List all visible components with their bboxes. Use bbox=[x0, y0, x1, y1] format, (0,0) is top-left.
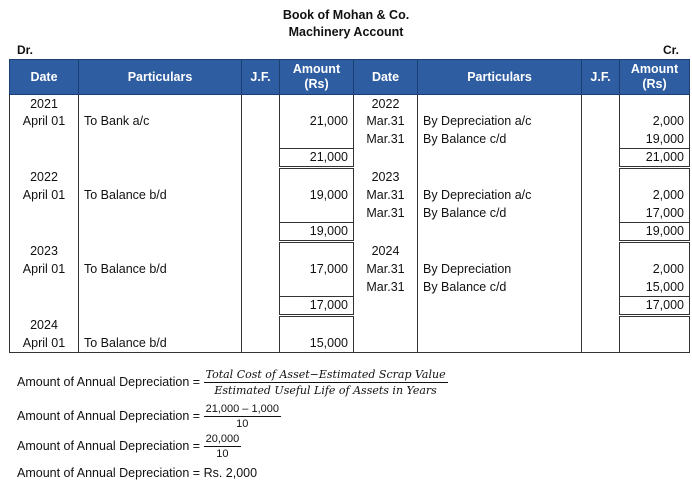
cell-amount-credit bbox=[620, 95, 690, 113]
formula-substituted bbox=[17, 403, 281, 430]
cell-jf-credit bbox=[582, 148, 620, 168]
cell-date-credit: 2024 bbox=[354, 242, 418, 261]
cell-amount-credit: 15,000 bbox=[620, 278, 690, 296]
cell-amount-debit bbox=[280, 278, 354, 296]
ledger-row bbox=[10, 278, 690, 296]
ledger-row bbox=[10, 130, 690, 148]
ledger-header-row bbox=[10, 60, 690, 95]
cell-amount-credit: 2,000 bbox=[620, 261, 690, 279]
cell-date-debit: 2023 bbox=[10, 242, 79, 261]
cell-date-credit: Mar.31 bbox=[354, 113, 418, 131]
formula-fraction bbox=[204, 433, 242, 460]
cell-date-credit bbox=[354, 148, 418, 168]
cell-particulars-debit: To Balance b/d bbox=[79, 261, 242, 279]
cell-date-debit bbox=[10, 204, 79, 222]
cell-amount-debit bbox=[280, 95, 354, 113]
debit-label: Dr. bbox=[17, 43, 34, 57]
cell-jf-debit bbox=[242, 187, 280, 205]
cell-particulars-credit: By Balance c/d bbox=[418, 204, 582, 222]
cell-date-credit bbox=[354, 316, 418, 335]
cell-amount-debit bbox=[280, 168, 354, 187]
formula-result: Amount of Annual Depreciation = Rs. 2,000 bbox=[17, 466, 258, 480]
cell-jf-credit bbox=[582, 113, 620, 131]
cell-jf-credit bbox=[582, 204, 620, 222]
cell-date-credit bbox=[354, 296, 418, 316]
cell-particulars-credit bbox=[418, 296, 582, 316]
cell-jf-debit bbox=[242, 278, 280, 296]
ledger-row bbox=[10, 296, 690, 316]
header-particulars-credit: Particulars bbox=[418, 60, 582, 95]
cell-particulars-debit bbox=[79, 296, 242, 316]
cell-amount-credit: 19,000 bbox=[620, 222, 690, 242]
ledger-row bbox=[10, 316, 690, 335]
cell-amount-debit: 21,000 bbox=[280, 113, 354, 131]
cell-particulars-debit bbox=[79, 242, 242, 261]
cell-jf-debit bbox=[242, 296, 280, 316]
header-amount-credit bbox=[620, 60, 690, 95]
cell-jf-debit bbox=[242, 113, 280, 131]
ledger-row bbox=[10, 261, 690, 279]
cell-particulars-credit: By Depreciation a/c bbox=[418, 113, 582, 131]
cell-particulars-debit bbox=[79, 130, 242, 148]
cell-jf-debit bbox=[242, 148, 280, 168]
ledger-table bbox=[9, 59, 690, 353]
cell-date-credit: Mar.31 bbox=[354, 278, 418, 296]
cell-particulars-debit bbox=[79, 278, 242, 296]
cell-jf-debit bbox=[242, 130, 280, 148]
ledger-row bbox=[10, 242, 690, 261]
cell-jf-debit bbox=[242, 316, 280, 335]
formula-denominator: 10 bbox=[236, 418, 249, 430]
cell-particulars-debit bbox=[79, 148, 242, 168]
formula-denominator: Estimated Useful Life of Assets in Years bbox=[214, 384, 437, 397]
formula-label: Amount of Annual Depreciation = bbox=[17, 374, 204, 389]
formula-numerator: Total Cost of Asset−Estimated Scrap Value bbox=[205, 368, 446, 381]
cell-amount-debit: 17,000 bbox=[280, 261, 354, 279]
cell-amount-credit: 17,000 bbox=[620, 204, 690, 222]
cell-jf-credit bbox=[582, 187, 620, 205]
formula-label: Amount of Annual Depreciation = bbox=[17, 408, 204, 423]
cell-jf-debit bbox=[242, 95, 280, 113]
cell-amount-debit bbox=[280, 316, 354, 335]
cell-particulars-credit bbox=[418, 335, 582, 353]
header-jf-debit: J.F. bbox=[242, 60, 280, 95]
cell-particulars-debit: To Balance b/d bbox=[79, 187, 242, 205]
ledger-body bbox=[10, 95, 690, 353]
cell-amount-debit: 19,000 bbox=[280, 222, 354, 242]
cell-date-debit: April 01 bbox=[10, 261, 79, 279]
header-jf-credit: J.F. bbox=[582, 60, 620, 95]
credit-label: Cr. bbox=[662, 43, 679, 57]
cell-particulars-debit bbox=[79, 95, 242, 113]
cell-jf-credit bbox=[582, 261, 620, 279]
cell-date-debit: April 01 bbox=[10, 335, 79, 353]
formula-fraction bbox=[204, 403, 281, 430]
header-date-credit: Date bbox=[354, 60, 418, 95]
cell-jf-credit bbox=[582, 316, 620, 335]
cell-date-credit: Mar.31 bbox=[354, 204, 418, 222]
ledger-row bbox=[10, 204, 690, 222]
cell-amount-credit: 2,000 bbox=[620, 187, 690, 205]
cell-jf-credit bbox=[582, 168, 620, 187]
account-title: Machinery Account bbox=[288, 25, 404, 39]
cell-jf-credit bbox=[582, 222, 620, 242]
cell-particulars-credit bbox=[418, 242, 582, 261]
cell-particulars-debit bbox=[79, 222, 242, 242]
formula-label: Amount of Annual Depreciation = bbox=[17, 438, 204, 453]
cell-particulars-debit: To Balance b/d bbox=[79, 335, 242, 353]
ledger-row bbox=[10, 335, 690, 353]
header-amount-debit bbox=[280, 60, 354, 95]
cell-particulars-credit: By Depreciation a/c bbox=[418, 187, 582, 205]
header-particulars-debit: Particulars bbox=[79, 60, 242, 95]
ledger-row bbox=[10, 113, 690, 131]
ledger-row bbox=[10, 187, 690, 205]
header-date-debit: Date bbox=[10, 60, 79, 95]
ledger-row bbox=[10, 148, 690, 168]
cell-amount-credit bbox=[620, 168, 690, 187]
cell-amount-debit bbox=[280, 130, 354, 148]
cell-date-credit: Mar.31 bbox=[354, 261, 418, 279]
cell-amount-debit: 19,000 bbox=[280, 187, 354, 205]
formula-fraction bbox=[204, 368, 448, 397]
cell-date-debit bbox=[10, 148, 79, 168]
cell-date-debit: 2021 bbox=[10, 95, 79, 113]
cell-date-debit bbox=[10, 130, 79, 148]
cell-amount-debit: 17,000 bbox=[280, 296, 354, 316]
ledger-row bbox=[10, 222, 690, 242]
header-amount-line1: Amount bbox=[630, 62, 679, 76]
cell-particulars-debit bbox=[79, 204, 242, 222]
cell-amount-credit: 17,000 bbox=[620, 296, 690, 316]
cell-amount-debit: 15,000 bbox=[280, 335, 354, 353]
cell-date-credit bbox=[354, 335, 418, 353]
formula-denominator: 10 bbox=[216, 448, 229, 460]
cell-amount-credit bbox=[620, 242, 690, 261]
cell-particulars-credit bbox=[418, 148, 582, 168]
cell-date-credit: 2023 bbox=[354, 168, 418, 187]
cell-date-debit: April 01 bbox=[10, 187, 79, 205]
header-amount-line1: Amount bbox=[292, 62, 341, 76]
book-title: Book of Mohan & Co. bbox=[282, 8, 410, 22]
cell-amount-credit bbox=[620, 335, 690, 353]
cell-jf-debit bbox=[242, 204, 280, 222]
cell-date-credit bbox=[354, 222, 418, 242]
cell-jf-debit bbox=[242, 242, 280, 261]
cell-jf-debit bbox=[242, 335, 280, 353]
cell-particulars-credit: By Depreciation bbox=[418, 261, 582, 279]
cell-jf-debit bbox=[242, 261, 280, 279]
ledger-row bbox=[10, 168, 690, 187]
cell-amount-credit: 2,000 bbox=[620, 113, 690, 131]
header-amount-line2: (Rs) bbox=[642, 77, 667, 91]
cell-jf-credit bbox=[582, 296, 620, 316]
cell-particulars-credit bbox=[418, 168, 582, 187]
cell-particulars-credit bbox=[418, 222, 582, 242]
cell-date-debit: 2024 bbox=[10, 316, 79, 335]
cell-jf-credit bbox=[582, 242, 620, 261]
cell-date-debit bbox=[10, 278, 79, 296]
cell-jf-debit bbox=[242, 222, 280, 242]
cell-particulars-credit: By Balance c/d bbox=[418, 130, 582, 148]
cell-jf-debit bbox=[242, 168, 280, 187]
cell-jf-credit bbox=[582, 335, 620, 353]
cell-particulars-credit: By Balance c/d bbox=[418, 278, 582, 296]
cell-particulars-credit bbox=[418, 95, 582, 113]
formula-general bbox=[17, 368, 448, 397]
cell-date-debit bbox=[10, 296, 79, 316]
cell-amount-credit bbox=[620, 316, 690, 335]
cell-date-credit: 2022 bbox=[354, 95, 418, 113]
cell-amount-debit bbox=[280, 204, 354, 222]
cell-date-debit bbox=[10, 222, 79, 242]
cell-particulars-debit bbox=[79, 316, 242, 335]
header-amount-line2: (Rs) bbox=[304, 77, 329, 91]
formula-numerator: 20,000 bbox=[205, 433, 240, 445]
formula-numerator: 21,000 – 1,000 bbox=[205, 403, 279, 415]
cell-amount-debit: 21,000 bbox=[280, 148, 354, 168]
cell-particulars-debit bbox=[79, 168, 242, 187]
cell-particulars-debit: To Bank a/c bbox=[79, 113, 242, 131]
ledger-row bbox=[10, 95, 690, 113]
cell-jf-credit bbox=[582, 130, 620, 148]
cell-particulars-credit bbox=[418, 316, 582, 335]
cell-date-debit: April 01 bbox=[10, 113, 79, 131]
formula-simplified bbox=[17, 433, 241, 460]
cell-amount-credit: 19,000 bbox=[620, 130, 690, 148]
cell-date-credit: Mar.31 bbox=[354, 130, 418, 148]
cell-jf-credit bbox=[582, 278, 620, 296]
cell-jf-credit bbox=[582, 95, 620, 113]
cell-date-debit: 2022 bbox=[10, 168, 79, 187]
cell-amount-debit bbox=[280, 242, 354, 261]
cell-date-credit: Mar.31 bbox=[354, 187, 418, 205]
cell-amount-credit: 21,000 bbox=[620, 148, 690, 168]
